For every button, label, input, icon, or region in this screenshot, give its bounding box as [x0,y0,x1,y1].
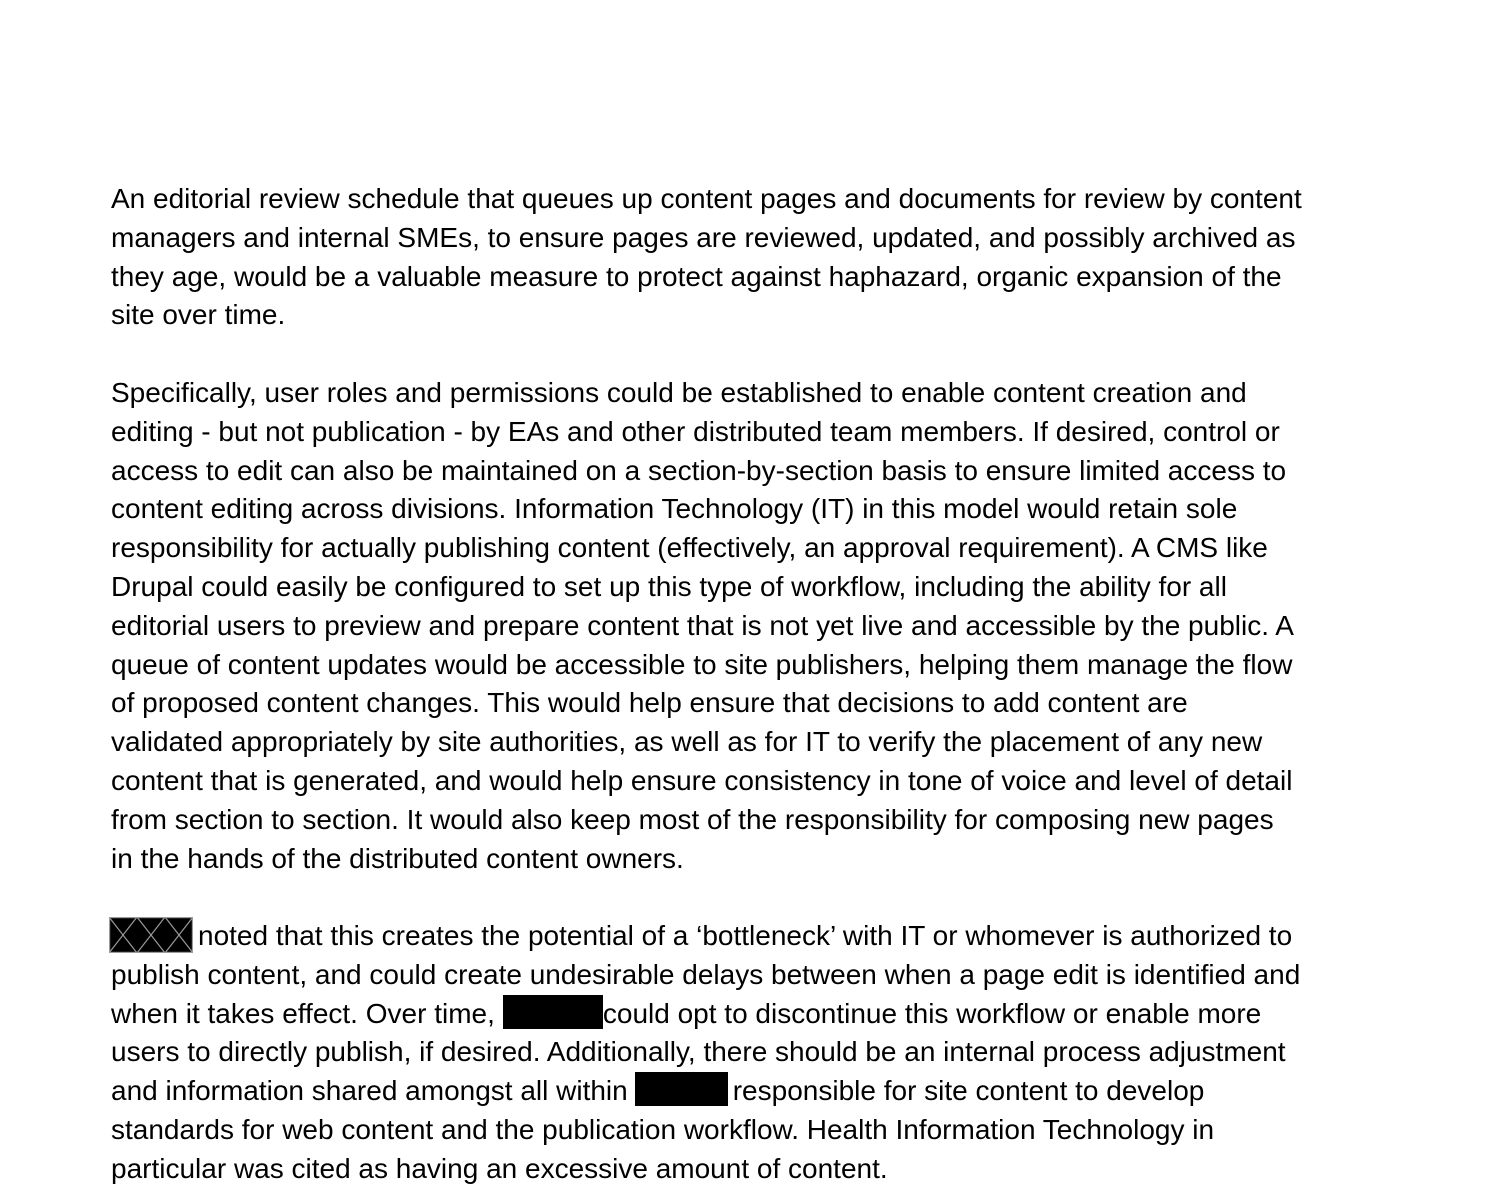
text-line: standards for web content and the publication workflow. Health Information Technology in [111,1113,1215,1145]
paragraph-editorial-review [111,180,1302,335]
text-line: An editorial review schedule that queues up content pages and documents for review by content [111,183,1302,214]
text-line: queue of content updates would be accessible to site publishers, helping them manage the flow [111,648,1293,680]
text-line: access to edit can also be maintained on a section-by-section basis to ensure limited access to [111,454,1287,486]
text-line: editorial users to preview and prepare content that is not yet live and accessible by the public. A [111,609,1294,641]
text-line: from section to section. It would also keep most of the responsibility for composing new pages [111,803,1274,835]
text-line: content that is generated, and would help ensure consistency in tone of voice and level of detail [111,764,1293,796]
text-line: of proposed content changes. This would help ensure that decisions to add content are [111,687,1188,719]
text-line: publish content, and could create undesirable delays between when a page edit is identified and [111,958,1301,990]
text-line: managers and internal SMEs, to ensure pages are reviewed, updated, and possibly archived as [111,221,1296,253]
text-line: Specifically, user roles and permissions could be established to enable content creation and [111,377,1247,408]
redaction-x-box [109,917,193,953]
text-line [111,1072,1300,1111]
text-segment: could opt to discontinue this workflow or enable more [602,997,1262,1029]
text-line: they age, would be a valuable measure to protect against haphazard, organic expansion of the [111,260,1282,292]
text-line: editing - but not publication - by EAs and other distributed team members. If desired, control or [111,415,1280,447]
text-line: site over time. [111,299,286,331]
text-line [111,917,1300,956]
text-line: validated appropriately by site authorities, as well as for IT to verify the placement of any new [111,726,1263,758]
text-segment: and information shared amongst all within [111,1075,628,1107]
text-line [111,995,1300,1034]
text-line: particular was cited as having an excessive amount of content. [111,1152,888,1184]
paragraph-user-roles [111,374,1294,878]
paragraph-bottleneck [111,917,1300,1189]
text-line: responsibility for actually publishing content (effectively, an approval requirement). A CMS like [111,532,1268,564]
text-segment: noted that this creates the potential of a ‘bottleneck’ with IT or whomever is authorized to [198,920,1293,951]
text-line: users to directly publish, if desired. Additionally, there should be an internal process adjustment [111,1036,1286,1068]
text-segment: when it takes effect. Over time, [111,997,495,1029]
redaction-box [503,995,603,1029]
text-line: in the hands of the distributed content owners. [111,842,684,874]
redaction-x-graphic [109,917,193,953]
text-segment: responsible for site content to develop [732,1075,1205,1107]
text-line: content editing across divisions. Information Technology (IT) in this model would retain sole [111,493,1238,525]
redaction-box [635,1072,728,1106]
text-line: Drupal could easily be configured to set up this type of workflow, including the ability for all [111,570,1227,602]
